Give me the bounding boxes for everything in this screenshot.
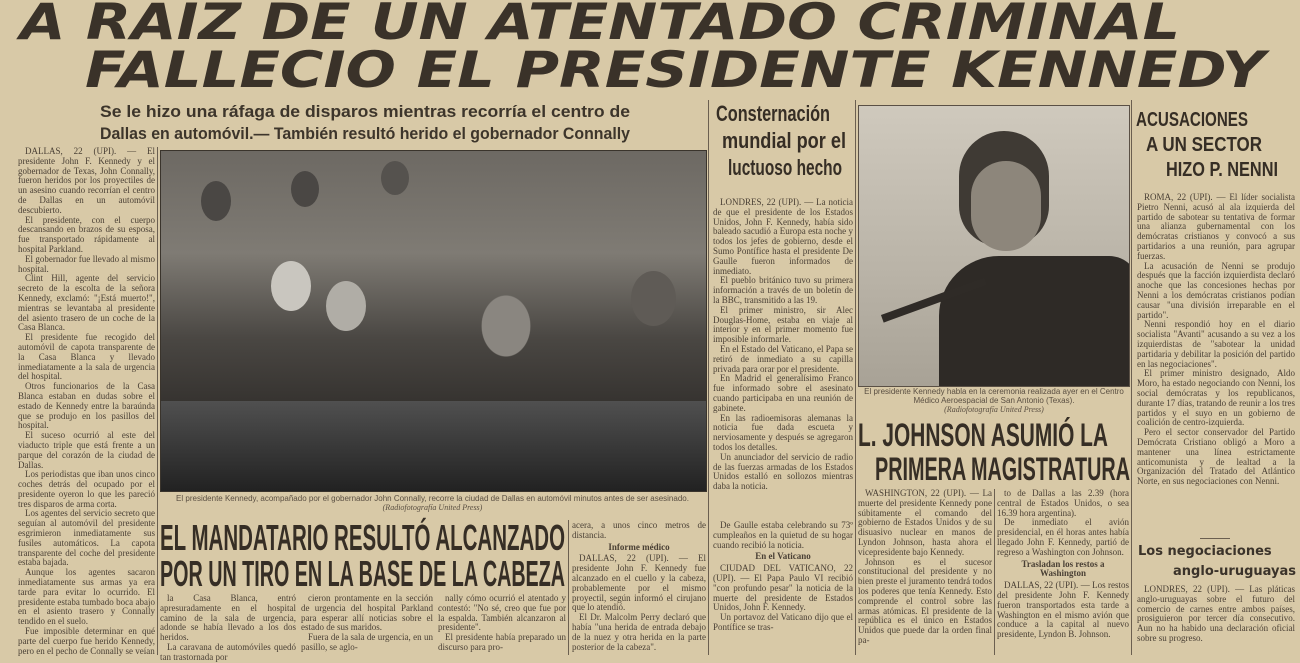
headline-text: luctuoso hecho [728, 155, 842, 180]
column-divider [855, 100, 856, 655]
headline-text: POR UN TIRO EN LA BASE DE LA CABEZA [160, 553, 565, 594]
paragraph: El primer ministro designado, Aldo Moro, ha estado negociando con Nenni, los social demócratas y los republicanos, durante 17 días, tratando de reunir a los tres partidos y el suyo en un gobierno de coalición de centro-izquierda. [1137, 368, 1295, 428]
paragraph: CIUDAD DEL VATICANO, 22 (UPI). — El Papa Paulo VI recibió "con profundo pesar" la noticia de la muerte del presidente de Estados Unidos, John F. Kennedy. [713, 563, 853, 613]
paragraph: La acusación de Nenni se produjo después que la facción izquierdista declaró anoche que las concesiones hechas por Nenni a los demócratas cristianos podían causar "una división irreparable en el partido". [1137, 260, 1295, 320]
subhead-text: anglo-uruguayas [1173, 564, 1296, 579]
caption-text: El presidente Kennedy habla en la ceremonia realizada ayer en el Centro Médico Aeroespacial de San Antonio (Texas). [864, 387, 1124, 405]
paragraph: Los periodistas que iban unos cinco coches detrás del ocupado por el presidente oyeron lo que les pareció tres disparos de arma corta. [18, 469, 155, 509]
paragraph: DALLAS, 22 (UPI). — Los restos del presidente John F. Kennedy fueron transportados esta tarde a Washington en el mismo avión que conduce a la capital al nuevo presidente, Lyndon B. Johnson. [997, 580, 1129, 640]
paragraph: De Gaulle estaba celebrando su 73º cumpleaños en la quietud de su hogar cuando recibió la noticia. [713, 520, 853, 550]
headline-text: A UN SECTOR [1146, 134, 1262, 156]
photo-credit: (Radiofotografía United Press) [382, 503, 483, 512]
paragraph: El presidente fue recogido del automóvil de capota transparente de la Casa Blanca y llevado inmediatamente a la sala de urgencia del hospital. [18, 332, 155, 382]
headline-text: EL MANDATARIO RESULTÓ ALCANZADO [160, 517, 565, 558]
paragraph: la Casa Blanca, entró apresuradamente en el hospital camino de la sala de urgencia, adonde se había llevado a los dos heridos. [160, 593, 296, 643]
column-divider [157, 147, 158, 655]
paragraph: En el Estado del Vaticano, el Papa se retiró de inmediato a su capilla privada para orar por el presidente. [713, 343, 853, 374]
consternacion-column-continued [713, 521, 853, 633]
paragraph: Los agentes del servicio secreto que seguían al automóvil del presidente esgrimieron inmediatamente sus fusiles automáticos. La capota transparente del coche del presidente estaba bajada. [18, 508, 155, 568]
paragraph: Fue imposible determinar en qué parte del cuerpo fue herido Kennedy, pero en el pecho de Connally se veían [18, 626, 155, 656]
johnson-column-1 [858, 489, 992, 646]
section-divider [1200, 538, 1230, 539]
photo2-caption [858, 387, 1130, 414]
johnson-headline-line1 [858, 418, 1108, 452]
paragraph: El presidente había preparado un discurso para pro- [438, 632, 566, 652]
paragraph: acera, a unos cinco metros de distancia. [572, 520, 706, 540]
paragraph: Johnson es el sucesor constitucional del presidente y no bien preste el juramento tendrá todos los poderes que tenía Kennedy. Esto comprende el control sobre las armas atómicas. El presidente de la república es el único en Estados Unidos que puede dar la orden final pa- [858, 556, 992, 645]
section-subhead: En el Vaticano [755, 551, 811, 562]
paragraph: DALLAS, 22 (UPI). — El presidente John F. Kennedy fue alcanzado en el cuello y la cabeza, probablemente por el mismo proyectil, según informó el cirujano que lo atendió. [572, 553, 706, 613]
nenni-headline [1136, 108, 1296, 183]
story2-headline-line1 [160, 517, 565, 558]
paragraph: Clint Hill, agente del servicio secreto de la escolta de la señora Kennedy, exclamó: "¡Está muerto!", mientras se levantaba al presidente del asiento trasero de un coche de la Casa Blanca. [18, 273, 155, 333]
anglo-uruguayas-column [1137, 585, 1295, 644]
story2-headline-line2 [160, 553, 565, 594]
headline-text: HIZO P. NENNI [1166, 159, 1278, 181]
medical-report-column [572, 521, 706, 652]
paragraph-group [997, 581, 1129, 640]
subheadline-line2 [100, 123, 630, 145]
main-headline-line1 [20, 0, 1180, 51]
motorcade-photo [160, 150, 707, 492]
paragraph: WASHINGTON, 22 (UPI). — La muerte del presidente Kennedy pone súbitamente el comando del gobierno de Estados Unidos y de su disuasivo nuclear en manos de Lyndon Johnson, hasta ahora el vicepresidente bajo Kennedy. [858, 488, 992, 557]
paragraph-group [997, 489, 1129, 558]
headline-text: A RAIZ DE UN ATENTADO CRIMINAL [20, 0, 1180, 51]
paragraph: De inmediato el avión presidencial, en él horas antes había llegado John F. Kennedy, partió de regreso a Washington con Johnson. [997, 517, 1129, 557]
paragraph: El presidente, con el cuerpo descansando en brazos de su esposa, fue transportado rápidamente al hospital Parkland. [18, 214, 155, 254]
column-divider [708, 100, 709, 655]
subheadline-text: Se le hizo una ráfaga de disparos mientras recorría el centro de [100, 102, 630, 121]
photo-credit: (Radiofotografía United Press) [944, 405, 1044, 414]
paragraph: to de Dallas a las 2.39 (hora central de Estados Unidos, o sea 16.39 hora argentina). [997, 488, 1129, 518]
headline-text: L. JOHNSON ASUMIÓ LA [858, 417, 1108, 453]
paragraph: Fuera de la sala de urgencia, en un pasillo, se aglo- [301, 632, 433, 652]
consternacion-column [713, 198, 853, 492]
paragraph: El Dr. Malcolm Perry declaró que había "una herida de entrada debajo de la nuez y otra herida en la parte posterior de la cabeza". [572, 612, 706, 652]
paragraph: Aunque los agentes sacaron inmediatamente sus armas ya era tarde para evitar lo ocurrido. El presidente estaba tumbado boca abajo en el asiento trasero y Connally tendido en el suelo. [18, 567, 155, 627]
nenni-column [1137, 193, 1295, 487]
section-subhead: Trasladan los restos a Washington [1021, 558, 1105, 579]
column-divider [568, 520, 569, 655]
paragraph: En Madrid el generalísimo Franco fue informado sobre el asesinato cuando participaba en una reunión de gabinete. [713, 373, 853, 413]
paragraph: Otros funcionarios de la Casa Blanca estaban en dudas sobre el estado de Kennedy entre la baraúnda que se produjo en los pasillos del hospital. [18, 381, 155, 431]
main-story-column [18, 147, 155, 656]
paragraph: Nenni respondió hoy en el diario socialista "Avanti" acusando a su vez a los izquierdistas de "sabotear la unidad partidaria y debilitar la posición del partido en las negociaciones". [1137, 319, 1295, 369]
paragraph: cieron prontamente en la sección de urgencia del hospital Parkland para esperar allí noticias sobre el estado de sus maridos. [301, 593, 433, 633]
paragraph: El gobernador fue llevado al mismo hospital. [18, 253, 155, 274]
paragraph: Un portavoz del Vaticano dijo que el Pontífice se tras- [713, 612, 853, 632]
story2-column-2 [301, 594, 433, 653]
section-subhead: Informe médico [608, 541, 670, 552]
paragraph: ROMA, 22 (UPI). — El líder socialista Pietro Nenni, acusó al ala izquierda del partido de sabotear su tentativa de formar una alianza gubernamental con los demócratas cristianos y convocó a sus partidarios a una reunión, para agrupar fuerzas. [1137, 192, 1295, 261]
subheadline-text: Dallas en automóvil.— También resultó herido el gobernador Connally [100, 124, 630, 143]
paragraph: nally cómo ocurrió el atentado y contestó: "No sé, creo que fue por la espalda. También alcanzaron al presidente". [438, 593, 566, 633]
paragraph: El primer ministro, sir Alec Douglas-Home, estaba en viaje al interior y en el primer momento fue imposible informarle. [713, 304, 853, 345]
consternacion-headline [716, 100, 852, 181]
paragraph: DALLAS, 22 (UPI). — El presidente John F. Kennedy y el gobernador de Texas, John Connally, fueron heridos por los proyectiles de un asesino cuando recorrían el centro de Dallas en un automóvil descubierto. [18, 146, 155, 215]
story2-column-1 [160, 594, 296, 663]
paragraph-group [713, 521, 853, 550]
subhead-text: Los negociaciones [1138, 544, 1272, 559]
paragraph: El pueblo británico tuvo su primera información a través de un boletín de la BBC, transmitido a las 19. [713, 275, 853, 305]
headline-text: Consternación [716, 101, 830, 126]
paragraph: Pero el sector conservador del Partido Demócrata Cristiano obligó a Moro a mantener una línea estrictamente anticomunista y de lealtad a la Organización del Tratado del Atlántico Norte, en sus negociaciones con Nenni. [1137, 427, 1295, 487]
photo1-caption [160, 494, 705, 512]
kennedy-speaking-photo [858, 105, 1130, 387]
story2-column-3 [438, 594, 566, 653]
anglo-uruguayas-subhead [1138, 542, 1296, 582]
paragraph: La caravana de automóviles quedó tan trastornada por [160, 641, 296, 662]
caption-text: El presidente Kennedy, acompañado por el gobernador John Connally, recorre la ciudad de Dallas en automóvil minutos antes de ser asesinado. [176, 494, 689, 503]
paragraph: En las radioemisoras alemanas la noticia fue dada escueta y nerviosamente y después se agregaron todos los detalles. [713, 412, 853, 452]
headline-text: mundial por el [722, 128, 846, 153]
headline-text: ACUSACIONES [1136, 109, 1248, 131]
paragraph-group [572, 554, 706, 652]
paragraph: Un anunciador del servicio de radio de las fuerzas armadas de los Estados Unidos estalló en sollozos mientras daba la noticia. [713, 451, 853, 492]
column-divider [1131, 100, 1132, 655]
paragraph: LONDRES, 22 (UPI). — Las pláticas anglo-uruguayas sobre el futuro del comercio de carnes entre ambos países, prosiguieron por tercer día consecutivo. Aun no ha habido una declaración oficial sobre su progreso. [1137, 584, 1295, 643]
main-headline-line2 [85, 41, 1265, 99]
column-divider [994, 489, 995, 655]
headline-text: FALLECIO EL PRESIDENTE KENNEDY [85, 41, 1265, 99]
johnson-column-2 [997, 489, 1129, 640]
headline-text: PRIMERA MAGISTRATURA [875, 451, 1130, 487]
paragraph: LONDRES, 22 (UPI). — La noticia de que el presidente de los Estados Unidos, John F. Kennedy, había sido baleado sacudió a Europa esta noche y todos los jefes de gobierno, desde el Sumo Pontífice hasta el presidente De Gaulle fueron informados de inmediato. [713, 197, 853, 276]
paragraph-group [713, 564, 853, 633]
paragraph: El suceso ocurrió al este del viaducto triple que está frente a un parque del corazón de la ciudad de Dallas. [18, 430, 155, 470]
subheadline-line1 [100, 101, 630, 123]
johnson-headline-line2 [875, 452, 1130, 486]
